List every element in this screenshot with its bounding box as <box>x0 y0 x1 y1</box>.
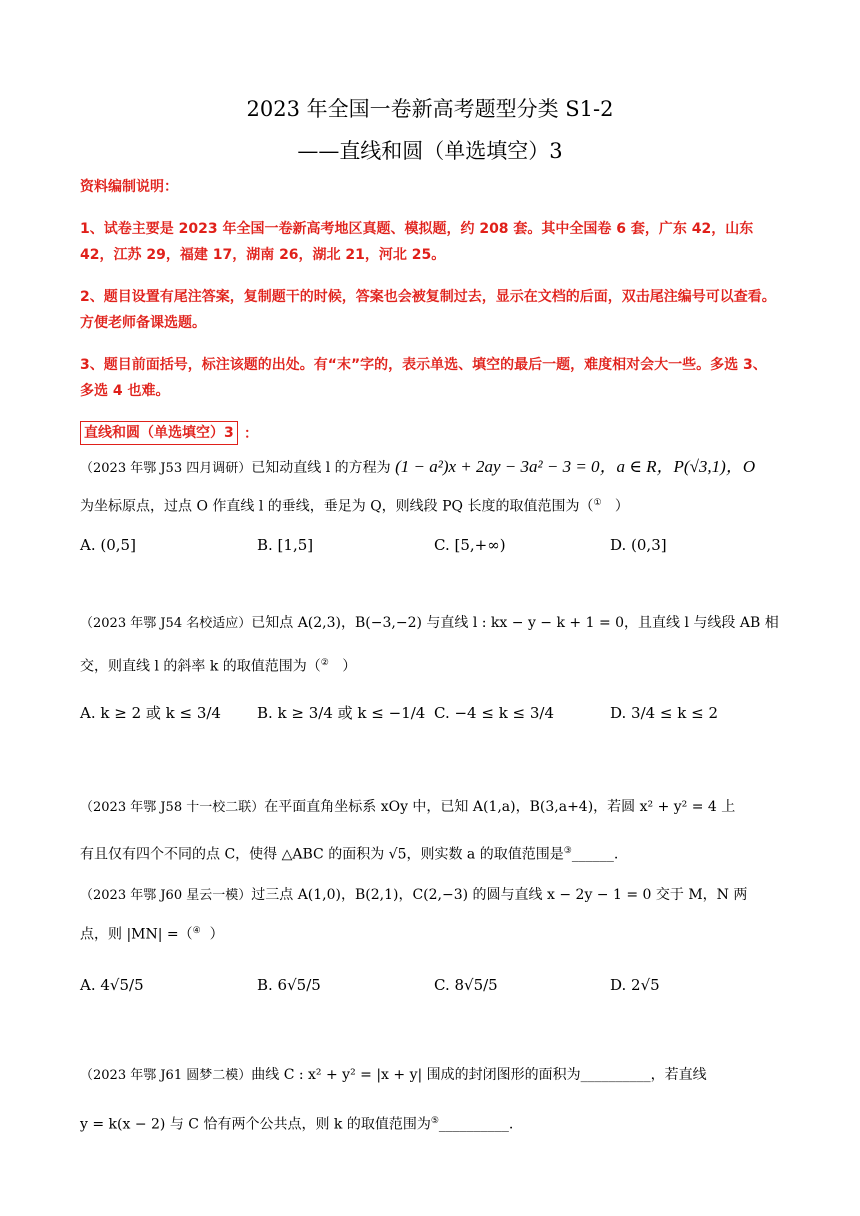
note-1: 1、试卷主要是 2023 年全国一卷新高考地区真题、模拟题，约 208 套。其中全国卷 6 套，广东 42，山东 42，江苏 29，福建 17，湖南 26，湖北 21，河北 25。 <box>80 221 754 263</box>
document-subtitle: ——直线和圆（单选填空）3 <box>297 139 563 163</box>
question-3-text-2: 有且仅有四个不同的点 C，使得 △ABC 的面积为 √5，则实数 a 的取值范围是 <box>80 846 564 863</box>
question-1 <box>80 456 780 480</box>
question-2-option-a: A. k ≥ 2 或 k ≤ 3/4 <box>80 704 221 722</box>
question-1-source: （2023 年鄂 J53 四月调研） <box>80 461 252 476</box>
question-4-paren-close: ） <box>209 926 224 943</box>
question-4-line-2 <box>80 920 780 946</box>
question-4-text-2: 点，则 |MN| =（ <box>80 926 193 943</box>
question-1-option-b: B. [1,5] <box>257 536 314 554</box>
question-1-paren-close: ） <box>614 498 629 515</box>
question-5-text: 曲线 C : x² + y² = |x + y| 围成的封闭图形的面积为__________，若直线 <box>251 1067 707 1083</box>
question-3 <box>80 796 780 819</box>
question-4-option-a: A. 4√5/5 <box>80 976 144 994</box>
question-4-text: 过三点 A(1,0)，B(2,1)，C(2,−3) 的圆与直线 x − 2y − 1 = 0 交于 M，N 两 <box>251 887 748 903</box>
question-4-option-b: B. 6√5/5 <box>257 976 321 994</box>
endnote-marker-2[interactable]: ② <box>320 658 329 668</box>
question-3-text: 在平面直角坐标系 xOy 中，已知 A(1,a)，B(3,a+4)，若圆 x² + y² = 4 上 <box>264 799 736 815</box>
question-4 <box>80 884 780 907</box>
note-2: 2、题目设置有尾注答案，复制题干的时候，答案也会被复制过去，显示在文档的后面，双击尾注编号可以查看。方便老师备课选题。 <box>80 289 776 331</box>
question-5-source: （2023 年鄂 J61 圆梦二模） <box>80 1068 252 1083</box>
note-3: 3、题目前面括号，标注该题的出处。有“末”字的，表示单选、填空的最后一题，难度相对会大一些。多选 3、多选 4 也难。 <box>80 357 767 399</box>
question-1-equation: (1 − a²)x + 2ay − 3a² − 3 = 0 <box>395 457 600 476</box>
endnote-marker-1[interactable]: ① <box>593 498 602 508</box>
question-2-text: 已知点 A(2,3)，B(−3,−2) 与直线 l : kx − y − k + 1 = 0，且直线 l 与线段 AB 相 <box>251 615 779 631</box>
question-1-option-c: C. [5,+∞) <box>434 536 506 554</box>
question-2-option-d: D. 3/4 ≤ k ≤ 2 <box>610 704 719 722</box>
endnote-marker-3[interactable]: ③ <box>563 846 572 856</box>
question-2-option-b: B. k ≥ 3/4 或 k ≤ −1/4 <box>257 704 426 722</box>
section-label-colon: ： <box>244 426 258 442</box>
question-1-option-d: D. (0,3] <box>610 536 667 554</box>
question-3-blank: ______. <box>571 846 619 863</box>
question-2-line-2 <box>80 652 780 678</box>
question-1-option-a: A. (0,5] <box>80 536 136 554</box>
question-3-source: （2023 年鄂 J58 十一校二联） <box>80 800 265 815</box>
question-5-line-2 <box>80 1110 780 1136</box>
question-3-line-2 <box>80 840 780 866</box>
question-5-blank: __________. <box>438 1116 514 1133</box>
question-4-source: （2023 年鄂 J60 星云一模） <box>80 888 252 903</box>
question-1-text-2: 为坐标原点，过点 O 作直线 l 的垂线，垂足为 Q，则线段 PQ 长度的取值范围为（ <box>80 498 594 515</box>
document-title: 2023 年全国一卷新高考题型分类 S1-2 <box>246 97 614 121</box>
question-4-option-d: D. 2√5 <box>610 976 660 994</box>
question-2-paren-close: ） <box>342 658 357 675</box>
question-2-option-c: C. −4 ≤ k ≤ 3/4 <box>434 704 555 722</box>
endnote-marker-5[interactable]: ⑤ <box>430 1116 439 1126</box>
question-4-option-c: C. 8√5/5 <box>434 976 498 994</box>
question-2-source: （2023 年鄂 J54 名校适应） <box>80 616 252 631</box>
endnote-marker-4[interactable]: ④ <box>192 926 201 936</box>
notes-heading: 资料编制说明： <box>80 179 178 195</box>
question-1-line-2 <box>80 492 780 518</box>
question-5-text-2: y = k(x − 2) 与 C 恰有两个公共点，则 k 的取值范围为 <box>80 1116 431 1133</box>
question-1-condition: ，a ∈ R，P(√3,1)，O <box>599 457 756 476</box>
question-5 <box>80 1064 780 1087</box>
section-label: 直线和圆（单选填空）3 <box>80 421 238 445</box>
question-2-text-2: 交，则直线 l 的斜率 k 的取值范围为（ <box>80 658 321 675</box>
question-1-text: 已知动直线 l 的方程为 <box>251 460 391 476</box>
question-2 <box>80 612 780 635</box>
